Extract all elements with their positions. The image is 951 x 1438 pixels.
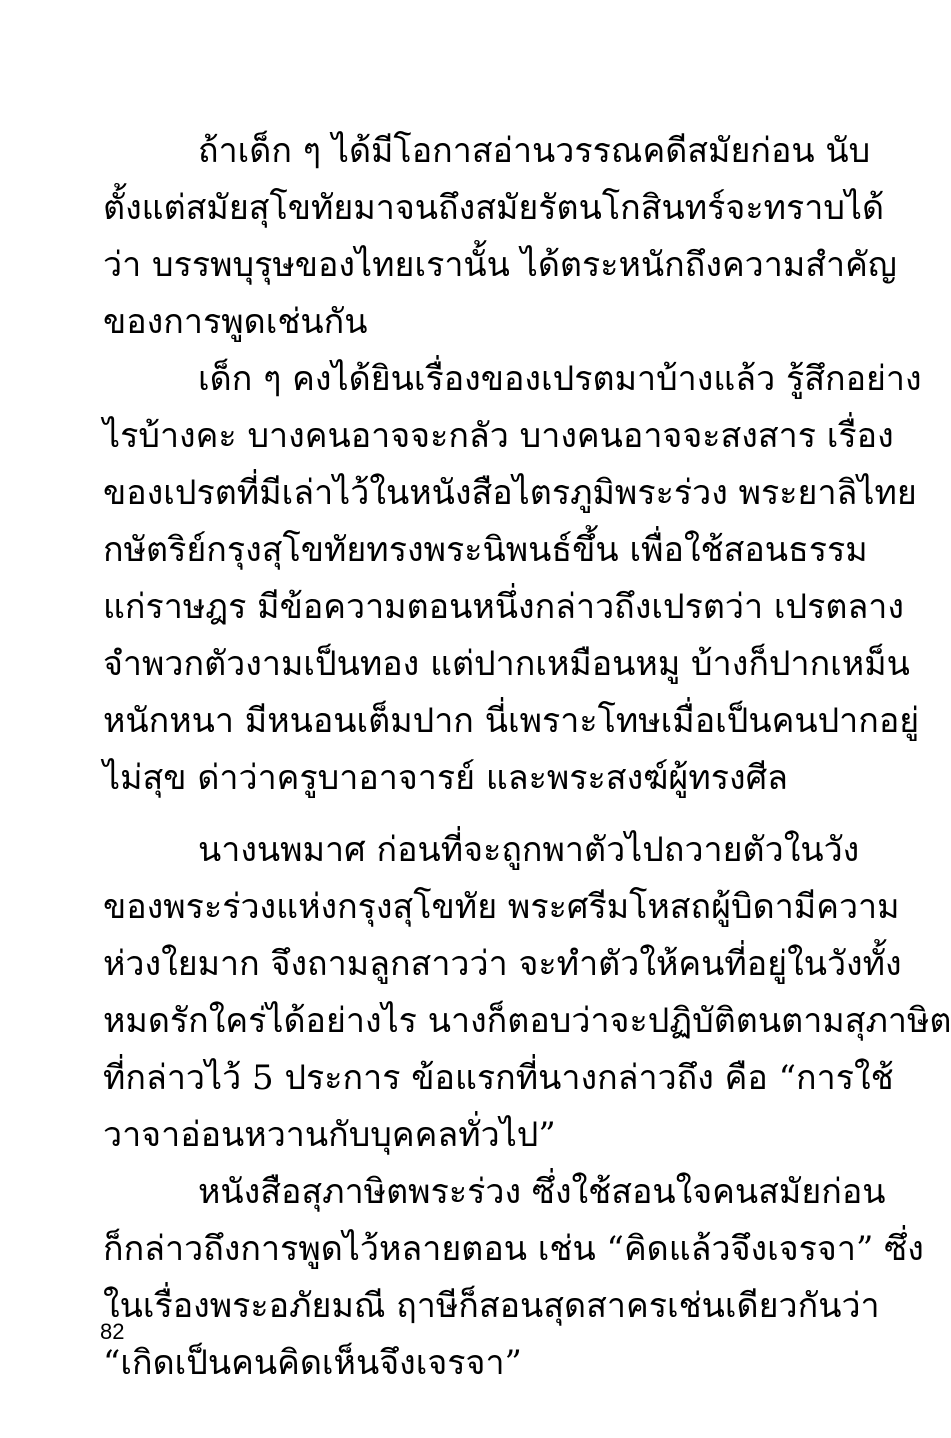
paragraph-3-line-5: ที่กล่าวไว้ 5 ประการ ข้อแรกที่นางกล่าวถึง คือ “การใช้ <box>103 1058 894 1098</box>
paragraph-2-line-1: เด็ก ๆ คงได้ยินเรื่องของเปรตมาบ้างแล้ว รู้สึกอย่าง <box>198 359 922 399</box>
paragraph-4-line-2: ก็กล่าวถึงการพูดไว้หลายตอน เช่น “คิดแล้วจึงเจรจา” ซึ่ง <box>103 1229 924 1269</box>
paragraph-2-line-5: แก่ราษฎร มีข้อความตอนหนึ่งกล่าวถึงเปรตว่า เปรตลาง <box>103 587 904 627</box>
paragraph-1-line-1: ถ้าเด็ก ๆ ได้มีโอกาสอ่านวรรณคดีสมัยก่อน นับ <box>198 131 871 171</box>
paragraph-4-line-3: ในเรื่องพระอภัยมณี ฤาษีก็สอนสุดสาครเช่นเดียวกันว่า <box>103 1286 880 1326</box>
paragraph-3-line-1: นางนพมาศ ก่อนที่จะถูกพาตัวไปถวายตัวในวัง <box>198 830 860 870</box>
paragraph-2-line-8: ไม่สุข ด่าว่าครูบาอาจารย์ และพระสงฆ์ผู้ทรงศีล <box>103 758 789 798</box>
paragraph-1-line-4: ของการพูดเช่นกัน <box>103 302 368 342</box>
paragraph-4-line-4: “เกิดเป็นคนคิดเห็นจึงเจรจา” <box>103 1343 522 1383</box>
paragraph-4-line-1: หนังสือสุภาษิตพระร่วง ซึ่งใช้สอนใจคนสมัยก่อน <box>198 1172 886 1212</box>
paragraph-1-line-2: ตั้งแต่สมัยสุโขทัยมาจนถึงสมัยรัตนโกสินทร์จะทราบได้ <box>103 188 885 228</box>
paragraph-2-line-2: ไรบ้างคะ บางคนอาจจะกลัว บางคนอาจจะสงสาร เรื่อง <box>103 416 894 456</box>
paragraph-2-line-4: กษัตริย์กรุงสุโขทัยทรงพระนิพนธ์ขึ้น เพื่อใช้สอนธรรม <box>103 530 868 570</box>
paragraph-3-line-2: ของพระร่วงแห่งกรุงสุโขทัย พระศรีมโหสถผู้บิดามีความ <box>103 887 900 927</box>
paragraph-2-line-7: หนักหนา มีหนอนเต็มปาก นี่เพราะโทษเมื่อเป็นคนปากอยู่ <box>103 701 920 741</box>
paragraph-3-line-6: วาจาอ่อนหวานกับบุคคลทั่วไป” <box>103 1115 556 1155</box>
paragraph-2-line-3: ของเปรตที่มีเล่าไว้ในหนังสือไตรภูมิพระร่วง พระยาลิไทย <box>103 473 917 513</box>
paragraph-2-line-6: จำพวกตัวงามเป็นทอง แต่ปากเหมือนหมู บ้างก็ปากเหม็น <box>103 644 910 684</box>
paragraph-3-line-4: หมดรักใคร่ได้อย่างไร นางก็ตอบว่าจะปฏิบัติตนตามสุภาษิต <box>103 1001 951 1041</box>
paragraph-1-line-3: ว่า บรรพบุรุษของไทยเรานั้น ได้ตระหนักถึงความสำคัญ <box>103 245 897 285</box>
page-number: 82 <box>100 1319 125 1344</box>
paragraph-3-line-3: ห่วงใยมาก จึงถามลูกสาวว่า จะทำตัวให้คนที่อยู่ในวังทั้ง <box>103 944 902 984</box>
